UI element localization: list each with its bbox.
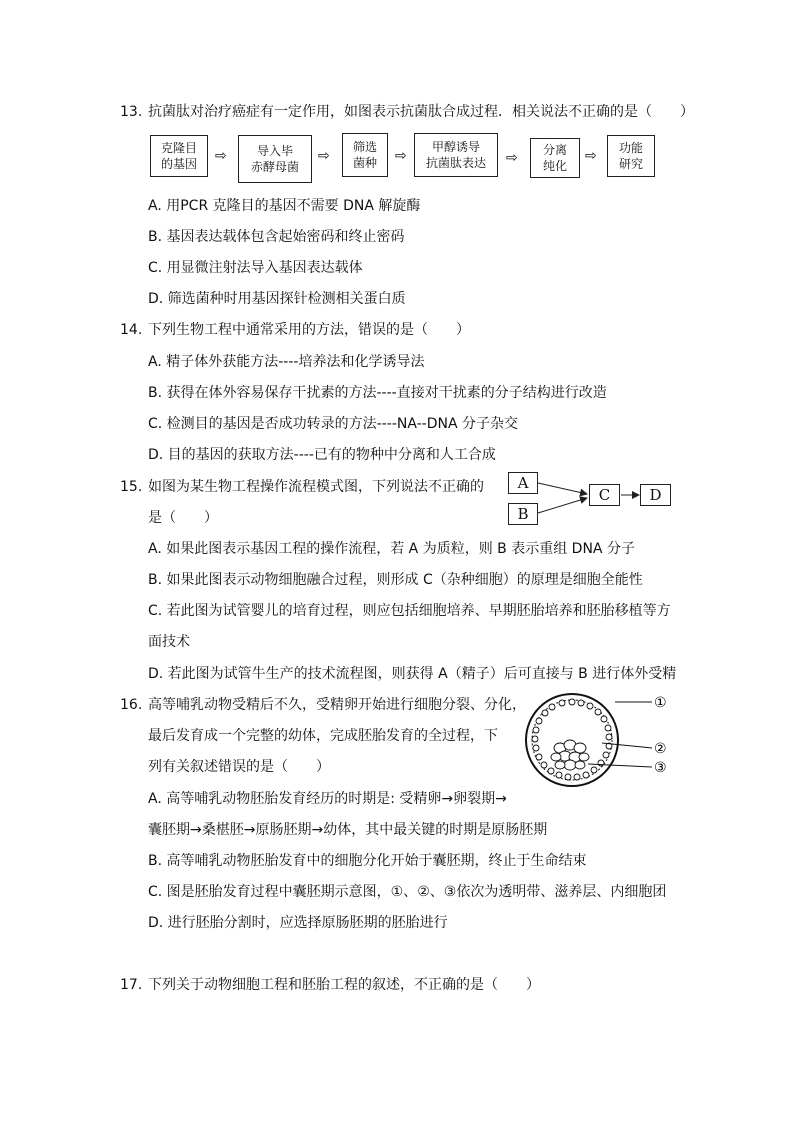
diagram-box-c: C [589,484,620,506]
q16-option-a: A. 高等哺乳动物胚胎发育经历的时期是: 受精卵→卵裂期→ [148,791,507,807]
q13-option-a: A. 用PCR 克隆目的基因不需要 DNA 解旋酶 [148,198,421,214]
flow-arrow-icon: ⇨ [585,148,597,164]
q16-stem-line1: 高等哺乳动物受精后不久，受精卵开始进行细胞分裂、分化， [148,697,526,713]
q16-option-c: C. 图是胚胎发育过程中囊胚期示意图，①、②、③依次为透明带、滋养层、内细胞团 [148,884,667,900]
q13-number: 13. [120,104,143,120]
flow-step-import-yeast: 导入毕 赤酵母菌 [238,135,312,183]
flow-step-clone-gene: 克隆目 的基因 [150,135,208,177]
q16-option-a-cont: 囊胚期→桑椹胚→原肠胚期→幼体，其中最关键的时期是原肠胚期 [148,822,548,838]
q15-stem-line1: 如图为某生物工程操作流程模式图，下列说法不正确的 [148,479,484,495]
q15-option-d: D. 若此图为试管牛生产的技术流程图，则获得 A（精子）后可直接与 B 进行体外受精 [148,666,677,682]
q16-stem-line2: 最后发育成一个完整的幼体，完成胚胎发育的全过程，下 [148,728,498,744]
flow-arrow-icon: ⇨ [395,148,407,164]
q13-stem: 抗菌肽对治疗癌症有一定作用，如图表示抗菌肽合成过程．相关说法不正确的是（ ） [148,104,694,120]
q17-number: 17. [120,977,143,993]
flow-step-methanol-induce: 甲醇诱导 抗菌肽表达 [414,133,498,177]
diagram-box-b: B [508,503,538,525]
q14-stem: 下列生物工程中通常采用的方法，错误的是（ ） [148,322,470,338]
q13-option-c: C. 用显微注射法导入基因表达载体 [148,260,363,276]
q15-option-b: B. 如果此图表示动物细胞融合过程，则形成 C（杂种细胞）的原理是细胞全能性 [148,572,643,588]
flow-arrow-icon: ⇨ [318,148,330,164]
label-1: ① [654,695,667,711]
diagram-box-a: A [508,472,538,494]
q14-number: 14. [120,322,143,338]
q15-option-a: A. 如果此图表示基因工程的操作流程，若 A 为质粒，则 B 表示重组 DNA 分子 [148,541,635,557]
q16-option-d: D. 进行胚胎分割时，应选择原肠胚期的胚胎进行 [148,915,448,931]
flow-step-screen-strain: 筛选 菌种 [342,133,388,177]
q15-number: 15. [120,479,143,495]
q16-stem-line3: 列有关叙述错误的是（ ） [148,759,330,775]
q13-option-b: B. 基因表达载体包含起始密码和终止密码 [148,229,405,245]
q14-option-b: B. 获得在体外容易保存干扰素的方法----直接对干扰素的分子结构进行改造 [148,385,607,401]
q15-option-c: C. 若此图为试管婴儿的培育过程，则应包括细胞培养、早期胚胎培养和胚胎移植等方 [148,603,671,619]
blastocyst-figure [520,688,680,788]
q13-option-d: D. 筛选菌种时用基因探针检测相关蛋白质 [148,291,406,307]
flow-arrow-icon: ⇨ [215,148,227,164]
q14-option-c: C. 检测目的基因是否成功转录的方法----NA--DNA 分子杂交 [148,416,519,432]
diagram-box-d: D [640,484,671,506]
q14-option-d: D. 目的基因的获取方法----已有的物种中分离和人工合成 [148,447,496,463]
q16-number: 16. [120,697,143,713]
flow-step-function-study: 功能 研究 [607,135,655,177]
label-2: ② [654,741,667,757]
flow-arrow-icon: ⇨ [506,150,518,166]
flow-step-separate-purify: 分离 纯化 [530,138,580,178]
label-3: ③ [654,760,667,776]
q15-option-c-cont: 面技术 [148,634,190,650]
q16-option-b: B. 高等哺乳动物胚胎发育中的细胞分化开始于囊胚期，终止于生命结束 [148,853,587,869]
q17-stem: 下列关于动物细胞工程和胚胎工程的叙述，不正确的是（ ） [148,977,540,993]
q14-option-a: A. 精子体外获能方法----培养法和化学诱导法 [148,354,425,370]
q15-stem-line2: 是（ ） [148,510,218,526]
